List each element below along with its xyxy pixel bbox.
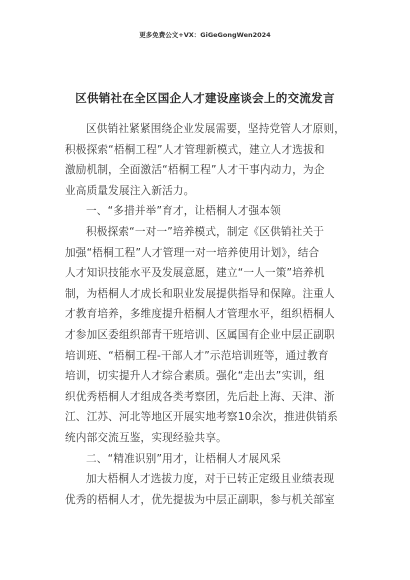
- body-line: 人才知识技能水平及发展意愿，建立“一人一策”培养机: [65, 267, 325, 280]
- body-line: 制，为梧桐人才成长和职业发展提供指导和保障。注重人: [65, 287, 335, 300]
- section-heading: 二、“精准识别”用才，让梧桐人才展风采: [86, 452, 281, 465]
- body-line: 江、江苏、河北等地区开展实地考察10余次，推进供销系: [65, 411, 338, 424]
- body-line: 积极探索“一对一”培养模式，制定《区供销社关于: [86, 225, 325, 238]
- header-note: 更多免费公文+VX：GiGeGongWen2024: [139, 31, 271, 39]
- body-line: 积极探索“梧桐工程”人才管理新模式，建立人才选拔和: [65, 143, 325, 156]
- body-line: 激励机制，全面激活“梧桐工程”人才干事内动力，为企: [65, 164, 325, 177]
- body-line: 才参加区委组织部青干班培训、区属国有企业中层正副职: [65, 328, 335, 341]
- body-line: 优秀的梧桐人才，优先提拔为中层正副职，参与机关部室: [65, 493, 335, 506]
- body-line: 培训班、“梧桐工程-干部人才”示范培训班等，通过教育: [65, 349, 329, 362]
- body-line: 加大梧桐人才选拔力度，对于已转正定级且业绩表现: [86, 473, 335, 486]
- document-title: 区供销社在全区国企人才建设座谈会上的交流发言: [75, 91, 335, 105]
- body-line: 区供销社紧紧围绕企业发展需要，坚持党管人才原则，: [86, 123, 346, 135]
- body-line: 统内部交流互鉴，实现经验共享。: [65, 431, 227, 444]
- section-heading: 一、“多措并举”育才，让梧桐人才强本领: [86, 205, 281, 218]
- body-line: 培训，切实提升人才综合素质。强化“走出去”实训，组: [65, 370, 325, 383]
- body-line: 织优秀梧桐人才组成各类考察团，先后赴上海、天津、浙: [65, 390, 335, 403]
- body-line: 才教育培养，多维度提升梧桐人才管理水平，组织梧桐人: [65, 308, 335, 321]
- body-line: 加强“梧桐工程”人才管理一对一培养使用计划》，结合: [65, 246, 320, 259]
- body-line: 业高质量发展注入新活力。: [65, 184, 195, 197]
- document-body: [65, 119, 349, 510]
